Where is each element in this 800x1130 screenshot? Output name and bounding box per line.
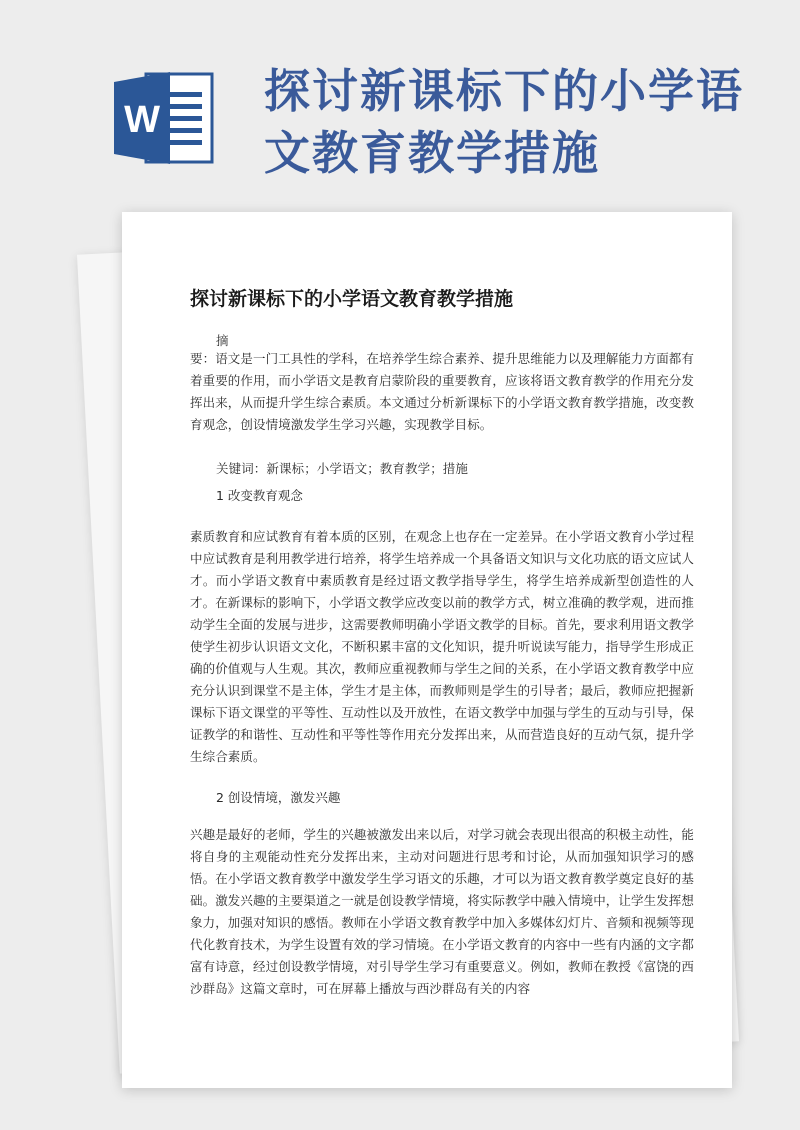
abstract-text: 要：语文是一门工具性的学科，在培养学生综合素养、提升思维能力以及理解能力方面都有着重要的作用，而小学语文是教育启蒙阶段的重要教育，应该将语文教育教学的作用充分发挥出来，从而提升学生综合素质。本文通过分析新课标下的小学语文教育教学措施，改变教育观念，创设情境激发学生学习兴趣，实现教学目标。 xyxy=(190,351,695,432)
section-heading-1: 1 改变教育观念 xyxy=(216,488,303,503)
keywords: 关键词：新课标；小学语文；教育教学；措施 xyxy=(216,461,469,476)
section-heading-2: 2 创设情境，激发兴趣 xyxy=(216,790,341,805)
word-icon-letter: W xyxy=(124,99,160,141)
abstract-label: 摘 xyxy=(216,333,229,348)
document-page xyxy=(122,212,732,1088)
document-title: 探讨新课标下的小学语文教育教学措施 xyxy=(190,288,514,310)
section-text-2: 兴趣是最好的老师，学生的兴趣被激发出来以后，对学习就会表现出很高的积极主动性，能将自身的主观能动性充分发挥出来，主动对问题进行思考和讨论，从而加强知识学习的感悟。在小学语文教育教学中激发学生学习语文的乐趣，才可以为语文教育教学奠定良好的基础。激发兴趣的主要渠道之一就是创设教学情境，将实际教学中融入情境中，让学生发挥想象力，加强对知识的感悟。教师在小学语文教育教学中加入多媒体幻灯片、音频和视频等现代化教育技术，为学生设置有效的学习情境。在小学语文教育的内容中一些有内涵的文字都富有诗意，经过创设教学情境，对引导学生学习有重要意义。例如，教师在教授《富饶的西沙群岛》这篇文章时，可在屏幕上播放与西沙群岛有关的内容 xyxy=(190,827,695,996)
word-document-icon xyxy=(108,62,220,174)
section-text-1: 素质教育和应试教育有着本质的区别，在观念上也存在一定差异。在小学语文教育小学过程中应试教育是利用教学进行培养，将学生培养成一个具备语文知识与文化功底的语文应试人才。而小学语文教育中素质教育是经过语文教学指导学生，将学生培养成新型创造性的人才。在新课标的影响下，小学语文教学应改变以前的教学方式，树立准确的教学观，进而推动学生全面的发展与进步，这需要教师明确小学语文教学的目标。首先，要求利用语文教学使学生初步认识语文文化，不断积累丰富的文化知识，提升听说读写能力，指导学生形成正确的价值观与人生观。其次，教师应重视教师与学生之间的关系，在小学语文教育教学中应充分认识到课堂不是主体，学生才是主体，而教师则是学生的引导者；最后，教师应把握新课标下语文课堂的平等性、互动性以及开放性，在语文教学中加强与学生的互动与引导，保证教学的和谐性、互动性和平等性等作用充分发挥出来，从而营造良好的互动气氛，提升学生综合素质。 xyxy=(190,529,695,764)
header-title-line1: 探讨新课标下的小学语 xyxy=(264,64,744,118)
header-title-line2: 文教育教学措施 xyxy=(264,126,600,180)
header-title xyxy=(264,60,784,184)
